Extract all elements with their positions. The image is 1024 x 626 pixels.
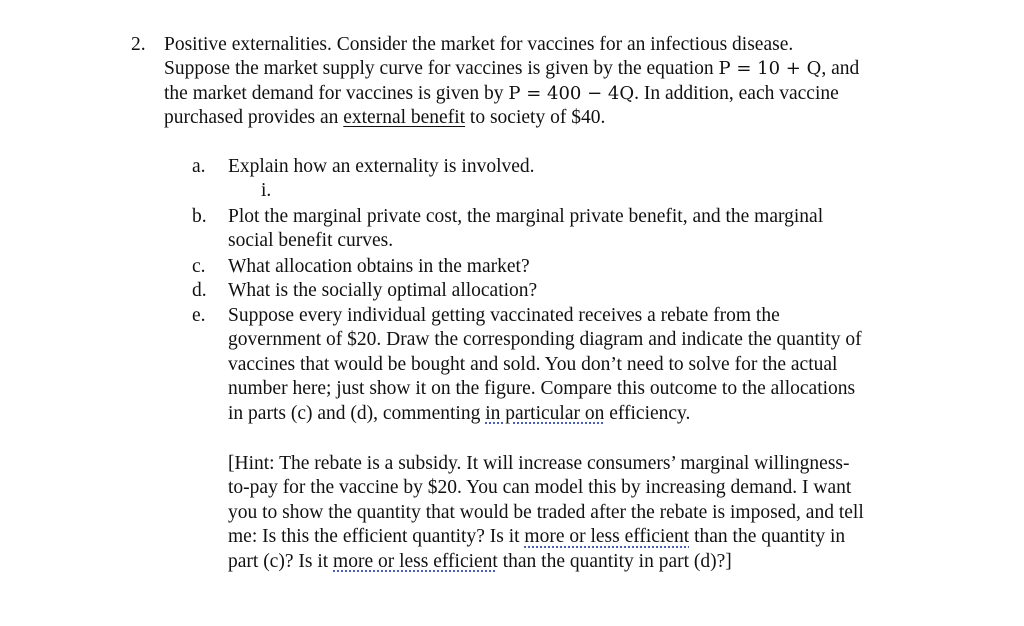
item-e-line-1: Suppose every individual getting vaccinated receives a rebate from the [228,305,780,326]
item-b-body [228,205,948,254]
item-a-label: a. [192,156,206,177]
item-e-line-4: number here; just show it on the figure. Compare this outcome to the allocations [228,378,856,400]
hint-line-3: you to show the quantity that would be traded after the rebate is imposed, and tell [228,501,864,523]
hint-line-5-text: part (c)? Is it [228,550,334,572]
prompt-line-1 [164,33,964,57]
item-d-body [228,279,948,303]
item-e-line-5-text: in parts (c) and (d), commenting [228,402,486,424]
prompt-line-4 [164,106,964,130]
hint-line-5 [228,550,948,574]
item-e-line-3: vaccines that would be bought and sold. You don’t need to solve for the actual [228,353,838,375]
dotted-phrase-in-particular-on: in particular on [485,402,605,424]
prompt-line-3 [164,82,964,106]
item-b-line-2: social benefit curves. [228,230,394,252]
dotted-phrase-more-or-less-efficient-1: more or less efficient [524,526,690,548]
prompt-line-4-text: purchased provides an [164,107,344,129]
prompt-line-3-end: . In addition, each vaccine [634,82,839,104]
hint-block [228,452,948,574]
hint-line-4-text: me: Is this the efficient quantity? Is it [228,526,525,548]
item-d-line-1: What is the socially optimal allocation? [228,280,538,301]
hint-line-4 [228,525,948,549]
item-a-sub-label: i. [261,180,272,201]
prompt-line-3-text: the market demand for vaccines is given by [164,82,509,104]
question-number: 2. [131,34,146,55]
hint-line-4-end: than the quantity in [689,526,846,548]
prompt-line-1-text: Positive externalities. Consider the market for vaccines for an infectious disease. [164,34,794,55]
item-b-line-1: Plot the marginal private cost, the marginal private benefit, and the marginal [228,206,824,227]
question-prompt [164,33,964,131]
hint-line-2: to-pay for the vaccine by $20. You can model this by increasing demand. I want [228,477,852,499]
prompt-line-2-end: , and [821,58,860,80]
item-a-body [228,155,948,179]
item-e-line-5-end: efficiency. [604,402,691,424]
hint-line-1: [Hint: The rebate is a subsidy. It will increase consumers’ marginal willingness- [228,453,850,474]
item-c-line-1: What allocation obtains in the market? [228,256,530,277]
item-e-line-5 [228,402,948,426]
dotted-phrase-more-or-less-efficient-2: more or less efficient [333,550,498,572]
supply-equation: P = 10 + Q [718,58,822,80]
item-c-label: c. [192,256,206,277]
prompt-line-2-text: Suppose the market supply curve for vaccines is given by the equation [164,58,719,80]
item-e-label: e. [192,305,206,326]
external-benefit-term: external benefit [343,107,466,129]
prompt-line-4-end: to society of $40. [465,107,606,129]
item-d-label: d. [192,280,207,301]
item-e-line-2: government of $20. Draw the corresponding diagram and indicate the quantity of [228,329,862,351]
demand-equation: P = 400 − 4Q [508,82,635,104]
item-e-body [228,304,948,426]
item-c-body [228,255,948,279]
prompt-line-2 [164,57,964,81]
item-b-label: b. [192,206,207,227]
hint-line-5-end: than the quantity in part (d)?] [497,550,732,572]
item-a-line-1: Explain how an externality is involved. [228,156,535,177]
